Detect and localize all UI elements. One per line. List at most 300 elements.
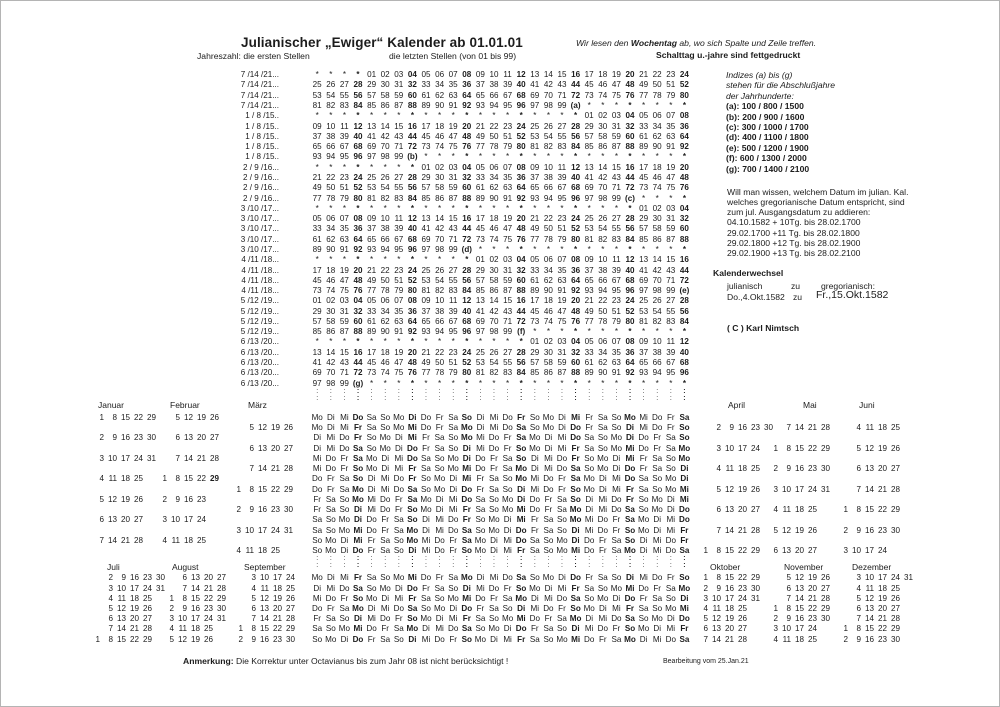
weekday-cell: Fr (625, 494, 635, 504)
year-cell: 14 (380, 121, 390, 131)
month-day-cell: 18 (120, 474, 130, 484)
month-day-cell: 26 (737, 614, 747, 624)
year-cell: 37 (312, 131, 322, 141)
weekday-cell: Do (339, 433, 350, 443)
month-day-cell: 4 (169, 624, 174, 634)
weekday-cell: Do (652, 412, 663, 422)
year-cell: 47 (503, 224, 513, 234)
month-day-cell: 17 (183, 515, 193, 525)
month-day-cell: 26 (807, 525, 817, 535)
month-day-cell: 12 (259, 593, 269, 603)
year-cell: 34 (598, 347, 608, 357)
year-cell: 83 (394, 193, 404, 203)
weekday-cell: Mi (367, 505, 376, 515)
year-cell: * (642, 152, 646, 162)
weekday-cell: Di (381, 453, 390, 463)
year-cell: 88 (353, 327, 363, 337)
year-cell: 39 (503, 80, 513, 90)
weekday-cell: Do (380, 494, 391, 504)
month-day-cell: 19 (270, 423, 280, 433)
year-cell: 40 (462, 306, 472, 316)
year-cell: 33 (584, 347, 594, 357)
year-cell: 81 (639, 316, 649, 326)
weekday-cell: Di (326, 412, 335, 422)
weekday-cell: Sa (665, 443, 676, 453)
month-day-cell: 11 (712, 603, 721, 613)
month-day-cell: 21 (270, 464, 280, 474)
month-day-cell: 21 (807, 423, 817, 433)
year-cell: * (424, 111, 428, 121)
year-cell: * (342, 162, 346, 172)
weekday-cell: So (665, 464, 676, 474)
year-cell: 28 (462, 265, 472, 275)
month-day-cell: 2 (843, 634, 848, 644)
weekday-cell: Do (406, 583, 418, 593)
weekday-cell: Fr (449, 546, 457, 556)
year-cell: * (533, 203, 537, 213)
weekday-cell: Di (666, 614, 675, 624)
weekday-cell: Fr (313, 505, 321, 515)
column-dots-icon: : (452, 561, 455, 569)
weekday-cell: Sa (393, 515, 404, 525)
month-day-cell: 3 (169, 614, 174, 624)
century-index-line: (g): 700 / 1400 / 2100 (726, 163, 810, 174)
weekday-cell: Fr (408, 474, 417, 484)
month-day-cell: 18 (190, 624, 200, 634)
year-cell: 14 (435, 214, 445, 224)
weekday-cell: Fr (476, 474, 485, 484)
year-cell: 31 (666, 214, 676, 224)
month-day-cell: 3 (236, 525, 241, 535)
year-cell: * (438, 152, 442, 162)
year-cell: * (628, 327, 632, 337)
weekday-cell: Di (517, 603, 526, 613)
month-day-cell: 15 (116, 634, 126, 644)
weekday-cell: Sa (421, 453, 431, 463)
month-day-cell: 25 (142, 593, 152, 603)
year-cell: * (533, 244, 537, 254)
weekday-cell: So (352, 464, 364, 474)
weekday-cell: Sa (652, 593, 663, 603)
column-dots-icon: : (329, 555, 332, 562)
year-cell: * (356, 162, 360, 172)
year-cell: 06 (489, 162, 499, 172)
year-row-label: 2 / 9 /16... (243, 183, 279, 193)
weekday-cell: Fr (408, 464, 417, 474)
year-cell: 86 (380, 101, 390, 111)
year-cell: 89 (530, 286, 540, 296)
weekday-cell: Do (570, 573, 581, 583)
year-cell: 83 (557, 142, 567, 152)
year-cell: 15 (666, 255, 676, 265)
month-day-cell: 12 (257, 423, 267, 433)
weekday-cell: Mi (462, 474, 472, 484)
year-cell: 42 (326, 358, 336, 368)
weekday-cell: Di (544, 443, 553, 453)
month-day-cell: 18 (794, 505, 804, 515)
month-day-cell: 17 (737, 443, 747, 453)
month-day-cell: 13 (259, 603, 269, 613)
year-cell: 35 (611, 347, 621, 357)
year-cell: 24 (462, 347, 472, 357)
year-cell: 36 (353, 224, 363, 234)
month-day-cell: 8 (182, 593, 187, 603)
weekday-cell: Mi (598, 614, 608, 624)
year-cell: 04 (571, 337, 581, 347)
weekday-cell: Mo (569, 614, 582, 624)
year-cell: 20 (353, 265, 363, 275)
year-cell: * (383, 162, 387, 172)
year-cell: 34 (380, 306, 390, 316)
year-cell: * (546, 327, 550, 337)
year-cell: 35 (339, 224, 349, 234)
month-day-cell: 7 (175, 453, 180, 463)
year-cell: 32 (516, 265, 526, 275)
year-cell: 24 (679, 70, 689, 80)
year-cell: 81 (312, 101, 322, 111)
weekday-cell: Di (313, 583, 322, 593)
weekday-cell: Mi (516, 515, 526, 525)
year-cell: * (614, 327, 618, 337)
year-cell: 69 (530, 90, 540, 100)
year-cell: 04 (462, 162, 472, 172)
month-day-cell: 1 (773, 443, 778, 453)
weekday-cell: Mi (489, 412, 499, 422)
year-cell: 02 (380, 70, 390, 80)
weekday-cell: Sa (339, 603, 350, 613)
year-cell: * (424, 378, 428, 388)
year-row-label: 6 /13 /20... (240, 337, 279, 347)
month-day-cell: 29 (283, 484, 293, 494)
year-cell: 90 (598, 368, 608, 378)
year-cell: 60 (625, 131, 635, 141)
column-dots-icon: : (628, 394, 632, 402)
year-cell: 51 (394, 275, 404, 285)
year-cell: 42 (652, 265, 662, 275)
weekday-cell: Mo (624, 634, 636, 644)
weekday-cell: Mo (678, 443, 691, 453)
weekday-cell: Do (502, 573, 513, 583)
year-cell: 42 (543, 80, 553, 90)
month-day-cell: 16 (259, 634, 269, 644)
reading-instruction-emphasis: Wochentag (630, 38, 678, 48)
month-day-cell: 13 (190, 573, 200, 583)
year-cell: (c) (625, 193, 635, 203)
month-day-cell: 3 (773, 624, 778, 634)
year-cell: * (560, 111, 564, 121)
year-cell: 54 (543, 131, 553, 141)
weekday-cell: Mi (380, 474, 390, 484)
weekday-cell: So (339, 505, 350, 515)
weekday-cell: Di (503, 525, 512, 535)
month-day-cell: 21 (807, 593, 817, 603)
year-cell: 41 (530, 80, 540, 90)
month-day-cell: 22 (877, 505, 887, 515)
month-day-cell: 19 (120, 494, 130, 504)
year-cell: * (614, 244, 618, 254)
year-cell: 67 (666, 358, 676, 368)
month-day-cell: 13 (864, 603, 874, 613)
month-day-cell: 21 (129, 624, 139, 634)
year-cell: * (315, 203, 319, 213)
year-cell: * (506, 337, 510, 347)
year-cell: * (642, 327, 646, 337)
year-cell: 44 (571, 80, 581, 90)
year-cell: 68 (516, 90, 526, 100)
month-day-cell: 21 (724, 634, 734, 644)
weekday-cell: Mo (583, 474, 595, 484)
month-day-cell: 1 (99, 412, 104, 422)
weekday-cell: Do (570, 423, 581, 433)
month-day-cell: 29 (216, 593, 226, 603)
year-cell: 70 (598, 183, 608, 193)
month-header: Januar (98, 399, 124, 410)
year-cell: 02 (598, 111, 608, 121)
column-dots-icon: : (547, 394, 550, 402)
weekday-cell: So (624, 535, 636, 545)
year-cell: 09 (475, 70, 485, 80)
month-day-cell: 20 (807, 583, 817, 593)
weekday-cell: Sa (529, 546, 540, 556)
column-dots-icon: : (479, 387, 482, 395)
year-cell: 81 (475, 368, 485, 378)
column-dots-icon: : (683, 561, 686, 569)
year-cell: * (587, 327, 591, 337)
year-cell: 96 (407, 244, 417, 254)
column-dots-icon: : (588, 555, 591, 562)
weekday-cell: Fr (680, 525, 689, 535)
month-day-cell: 12 (781, 525, 791, 535)
month-day-cell: 8 (786, 603, 791, 613)
year-cell: 43 (448, 224, 458, 234)
year-cell: 55 (339, 90, 349, 100)
year-cell: 15 (503, 296, 513, 306)
weekday-cell: Fr (639, 453, 648, 463)
year-cell: 97 (421, 244, 431, 254)
month-day-cell: 8 (249, 484, 254, 494)
weekday-cell: Mi (448, 505, 458, 515)
year-cell: 22 (652, 70, 662, 80)
year-cell: 40 (679, 347, 689, 357)
year-cell: 74 (489, 234, 499, 244)
month-day-cell: 19 (794, 525, 804, 535)
month-day-cell: 24 (807, 484, 817, 494)
year-cell: 77 (367, 286, 377, 296)
year-cell: 43 (339, 358, 349, 368)
weekday-cell: Fr (408, 593, 417, 603)
year-cell: 56 (571, 131, 581, 141)
year-cell: 53 (421, 275, 431, 285)
month-day-cell: 20 (120, 515, 130, 525)
year-cell: * (492, 203, 496, 213)
weekday-cell: So (516, 443, 527, 453)
year-cell: 33 (639, 121, 649, 131)
column-dots-icon: : (452, 394, 455, 402)
weekday-cell: Mi (625, 453, 635, 463)
year-cell: * (410, 111, 414, 121)
year-cell: 29 (530, 347, 540, 357)
year-cell: 80 (516, 142, 526, 152)
weekday-cell: Sa (489, 484, 499, 494)
month-day-cell: 6 (773, 546, 778, 556)
annotation-text: Die Korrektur unter Octavianus bis zum Jahr 08 ist nicht berücksichtigt ! (233, 656, 509, 666)
weekday-cell: Mi (598, 494, 608, 504)
weekday-cell: Mo (338, 515, 351, 525)
weekday-cell: Sa (325, 494, 336, 504)
year-cell: 36 (679, 121, 689, 131)
month-day-cell: 9 (249, 505, 254, 515)
year-cell: 41 (475, 306, 485, 316)
weekday-cell: Mo (637, 525, 650, 535)
weekday-cell: Mo (338, 624, 351, 634)
month-day-cell: 8 (251, 624, 256, 634)
weekday-cell: Do (611, 505, 622, 515)
year-cell: 98 (380, 152, 390, 162)
weekday-cell: So (448, 433, 459, 443)
year-cell: 11 (503, 70, 512, 80)
month-day-cell: 29 (285, 624, 295, 634)
weekday-cell: Sa (325, 614, 336, 624)
year-cell: 35 (394, 306, 404, 316)
month-day-cell: 23 (270, 505, 280, 515)
year-cell: 04 (625, 111, 635, 121)
year-cell: 28 (516, 347, 526, 357)
year-cell: 26 (652, 296, 662, 306)
month-day-cell: 14 (794, 423, 804, 433)
year-cell: 46 (489, 224, 499, 234)
year-cell: 65 (367, 234, 377, 244)
year-row-label: 7 /14 /21... (240, 80, 279, 90)
weekday-cell: Di (558, 573, 566, 583)
month-day-cell: 5 (108, 603, 113, 613)
column-dots-icon: : (574, 561, 577, 569)
year-cell: * (370, 378, 374, 388)
year-cell: 47 (666, 173, 676, 182)
month-day-cell: 30 (890, 525, 900, 535)
year-row-label: 1 / 8 /15.. (245, 131, 279, 141)
month-day-cell: 5 (99, 494, 104, 504)
year-cell: 58 (326, 316, 336, 326)
year-cell: 26 (326, 80, 336, 90)
month-day-cell: 11 (260, 583, 269, 593)
month-day-cell: 20 (129, 614, 139, 624)
weekday-cell: Sa (339, 484, 350, 494)
month-day-cell: 15 (257, 484, 267, 494)
weekday-cell: Mi (340, 573, 349, 583)
year-cell: * (383, 111, 387, 121)
month-day-cell: 25 (737, 603, 747, 613)
year-cell: (b) (407, 152, 418, 162)
month-day-cell: 21 (196, 453, 206, 463)
year-cell: 12 (516, 70, 526, 80)
year-cell: 01 (584, 111, 594, 121)
weekday-cell: Di (340, 546, 349, 556)
year-cell: 46 (380, 358, 390, 368)
weekday-cell: Mi (584, 525, 594, 535)
month-day-cell: 2 (238, 634, 243, 644)
year-cell: 54 (435, 275, 445, 285)
year-cell: 24 (571, 214, 581, 224)
weekday-cell: Mi (340, 412, 349, 422)
year-cell: 92 (516, 193, 526, 203)
year-cell: 54 (652, 306, 662, 316)
weekday-cell: Mo (325, 535, 337, 545)
year-cell: 30 (435, 173, 445, 182)
year-cell: * (315, 111, 319, 121)
conversion-note-line: 29.02.1900 +13 Tg. bis 28.02.2100 (727, 247, 861, 258)
weekday-cell: So (516, 583, 527, 593)
weekday-cell: So (407, 505, 418, 515)
year-cell: 97 (530, 101, 540, 111)
year-cell: 88 (571, 368, 581, 378)
weekday-cell: Fr (598, 535, 607, 545)
year-cell: 50 (598, 306, 608, 316)
month-day-cell: 2 (716, 423, 721, 433)
year-row-label: 5 /12 /19... (240, 296, 279, 306)
year-cell: 54 (598, 224, 608, 234)
weekday-cell: Mi (557, 433, 567, 443)
year-cell: (g) (352, 378, 364, 388)
weekday-cell: So (421, 474, 431, 484)
weekday-cell: Di (490, 634, 498, 644)
weekday-cell: Mo (651, 494, 663, 504)
year-cell: 19 (394, 347, 404, 357)
year-cell: 36 (462, 80, 472, 90)
weekday-cell: Fr (558, 484, 566, 494)
year-cell: 16 (407, 121, 417, 131)
year-cell: 20 (407, 347, 417, 357)
year-cell: 03 (394, 70, 404, 80)
year-cell: 81 (421, 286, 431, 296)
weekday-cell: Mo (338, 525, 351, 535)
year-cell: 39 (611, 265, 621, 275)
year-cell: * (628, 378, 632, 388)
weekday-cell: Do (624, 593, 636, 603)
year-cell: 63 (448, 90, 458, 100)
year-cell: 64 (679, 131, 689, 141)
column-dots-icon: : (425, 555, 427, 562)
column-dots-icon: : (506, 387, 509, 395)
weekday-cell: So (652, 474, 663, 484)
month-day-cell: 6 (856, 603, 861, 613)
column-dots-icon: : (397, 555, 400, 562)
weekday-cell: Mi (625, 443, 635, 453)
year-cell: 03 (339, 296, 349, 306)
weekday-cell: So (597, 583, 608, 593)
year-cell: 82 (326, 101, 336, 111)
year-cell: 68 (625, 275, 635, 285)
year-cell: 92 (625, 368, 635, 378)
weekday-cell: Fr (381, 515, 389, 525)
weekday-cell: Di (571, 624, 580, 634)
weekday-cell: Mo (406, 525, 419, 535)
month-day-cell: 27 (285, 603, 295, 613)
year-cell: 75 (448, 142, 458, 152)
month-day-cell: 23 (807, 464, 817, 474)
month-day-cell: 24 (285, 573, 295, 583)
year-cell: * (506, 378, 510, 388)
month-day-cell: 11 (108, 474, 117, 484)
year-cell: 69 (584, 183, 594, 193)
month-day-cell: 22 (196, 474, 206, 484)
weekday-cell: Di (449, 474, 458, 484)
century-index-line: (b): 200 / 900 / 1600 (726, 111, 805, 122)
month-day-cell: 23 (142, 573, 152, 583)
weekday-cell: Di (490, 535, 498, 545)
year-cell: * (682, 152, 686, 162)
weekday-cell: Fr (530, 515, 539, 525)
year-cell: 80 (679, 90, 689, 100)
